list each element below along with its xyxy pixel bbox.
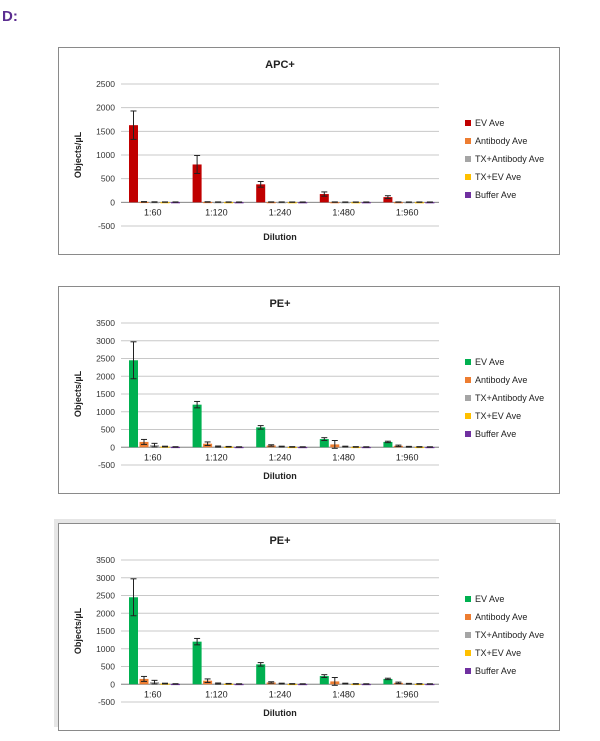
y-tick-label: -500: [97, 460, 115, 470]
y-tick-label: 0: [110, 442, 115, 453]
y-tick-label: 3000: [96, 335, 115, 346]
bar: [256, 664, 265, 684]
y-tick-label: 3500: [96, 318, 115, 328]
y-tick-label: 500: [100, 424, 115, 435]
y-tick-label: 1000: [96, 643, 115, 654]
legend-entry: EV Ave: [475, 594, 505, 604]
y-tick-label: 2000: [96, 371, 115, 382]
y-tick-label: 2000: [96, 102, 115, 113]
chart-title: APC+: [265, 59, 295, 71]
y-axis-label: Objects/µL: [73, 370, 83, 418]
pe-bar-chart-1: [59, 287, 561, 495]
x-tick-label: 1:480: [332, 207, 355, 218]
x-axis-label: Dilution: [263, 708, 297, 718]
legend-swatch: [465, 156, 471, 162]
panel-label: D:: [2, 8, 18, 25]
bar: [193, 642, 202, 685]
pe-chart-panel-2: [58, 523, 560, 731]
x-tick-label: 1:60: [144, 207, 162, 218]
legend-swatch: [465, 174, 471, 180]
chart-title: PE+: [269, 298, 291, 310]
pe-bar-chart-2: [59, 524, 561, 732]
y-tick-label: 1000: [96, 406, 115, 417]
legend-swatch: [465, 614, 471, 620]
y-tick-label: 3500: [96, 555, 115, 565]
legend-entry: TX+Antibody Ave: [475, 630, 545, 640]
y-tick-label: 3000: [96, 572, 115, 583]
y-tick-label: 1500: [96, 389, 115, 399]
legend-entry: TX+EV Ave: [475, 411, 522, 421]
legend-swatch: [465, 668, 471, 674]
x-tick-label: 1:240: [268, 452, 292, 463]
y-axis-label: Objects/µL: [73, 131, 83, 179]
y-tick-label: 0: [110, 679, 115, 690]
x-tick-label: 1:120: [205, 689, 228, 700]
legend-entry: EV Ave: [475, 357, 505, 367]
legend-swatch: [465, 413, 471, 419]
legend-swatch: [465, 650, 471, 656]
x-tick-label: 1:480: [332, 452, 355, 463]
y-tick-label: 1500: [96, 626, 115, 636]
legend-swatch: [465, 395, 471, 401]
legend-entry: Antibody Ave: [475, 375, 528, 385]
x-tick-label: 1:960: [395, 207, 419, 218]
x-tick-label: 1:240: [268, 207, 292, 218]
y-axis-label: Objects/µL: [73, 607, 83, 655]
y-tick-label: 2500: [96, 590, 115, 601]
y-tick-label: 2000: [96, 608, 115, 619]
y-tick-label: 1000: [96, 150, 115, 160]
legend-entry: TX+EV Ave: [475, 172, 522, 182]
legend-swatch: [465, 431, 471, 437]
legend-swatch: [465, 120, 471, 126]
x-tick-label: 1:120: [205, 452, 228, 463]
y-tick-label: -500: [97, 221, 115, 231]
legend-swatch: [465, 138, 471, 144]
legend-entry: Antibody Ave: [475, 136, 528, 146]
y-tick-label: 2500: [96, 79, 115, 89]
x-tick-label: 1:960: [395, 452, 419, 463]
y-tick-label: 500: [100, 661, 115, 672]
x-axis-label: Dilution: [263, 471, 297, 481]
y-tick-label: 0: [110, 197, 115, 208]
x-tick-label: 1:60: [144, 452, 162, 463]
x-tick-label: 1:960: [395, 689, 419, 700]
chart-title: PE+: [269, 535, 291, 547]
legend-entry: TX+Antibody Ave: [475, 154, 545, 164]
legend-entry: Buffer Ave: [475, 666, 517, 676]
bar: [256, 427, 265, 447]
legend-entry: TX+EV Ave: [475, 648, 522, 658]
x-tick-label: 1:240: [268, 689, 292, 700]
legend-swatch: [465, 192, 471, 198]
y-tick-label: 2500: [96, 353, 115, 364]
legend-swatch: [465, 596, 471, 602]
x-tick-label: 1:60: [144, 689, 162, 700]
y-tick-label: 1500: [96, 126, 115, 137]
x-axis-label: Dilution: [263, 232, 297, 242]
pe-chart-panel-1: [58, 286, 560, 494]
legend-entry: Antibody Ave: [475, 612, 528, 622]
legend-entry: EV Ave: [475, 118, 505, 128]
legend-swatch: [465, 632, 471, 638]
legend-entry: Buffer Ave: [475, 190, 517, 200]
legend-entry: Buffer Ave: [475, 429, 517, 439]
y-tick-label: 500: [100, 173, 115, 184]
legend-swatch: [465, 377, 471, 383]
apc-bar-chart: [59, 48, 561, 256]
apc-chart-panel: [58, 47, 560, 255]
x-tick-label: 1:120: [205, 207, 228, 218]
legend-entry: TX+Antibody Ave: [475, 393, 545, 403]
legend-swatch: [465, 359, 471, 365]
y-tick-label: -500: [97, 697, 115, 707]
x-tick-label: 1:480: [332, 689, 355, 700]
bar: [193, 405, 202, 448]
